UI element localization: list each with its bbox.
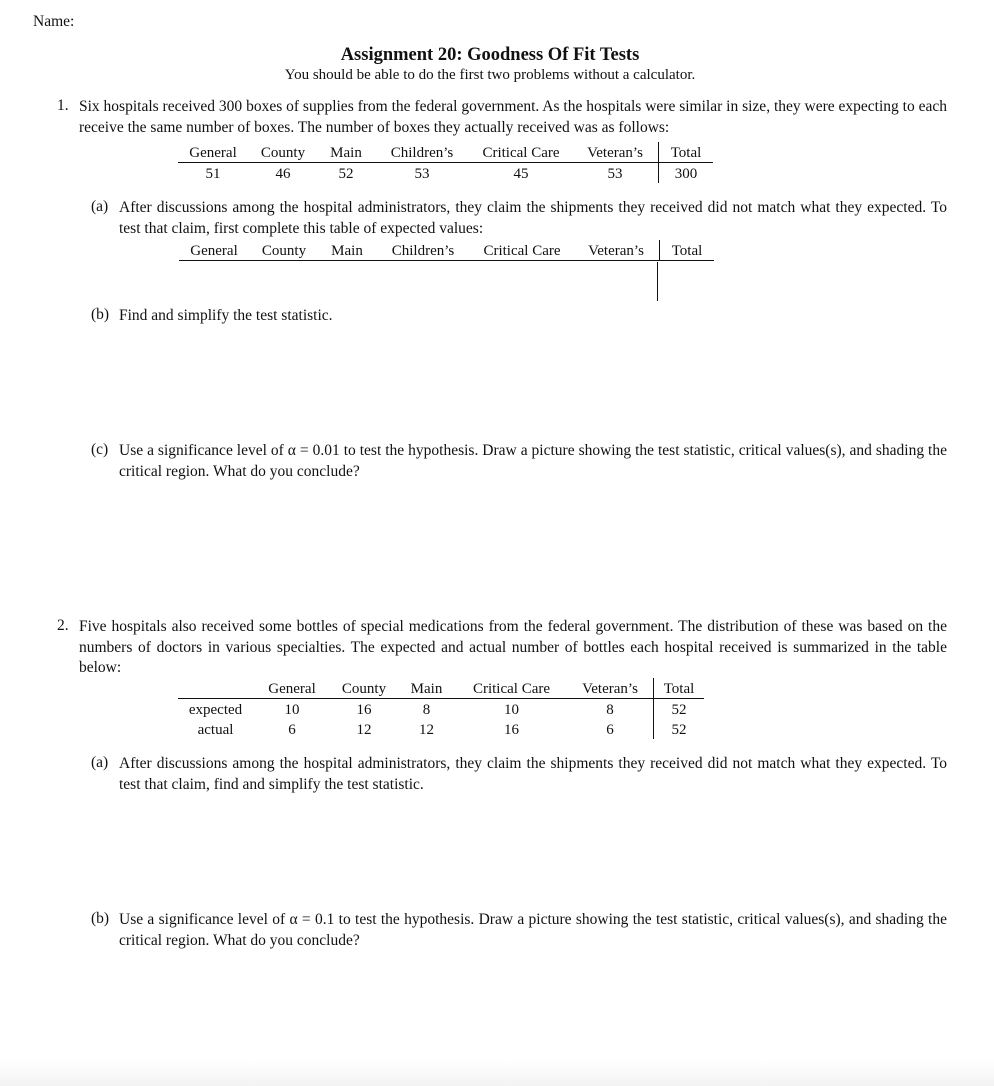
name-label: Name: [33,13,75,30]
p2-col-county: County [331,678,397,699]
p1-col-childrens: Children’s [374,142,470,163]
p2-cell: 16 [504,722,519,738]
p2-cell: 10 [284,702,300,718]
p1-col-county: County [248,142,318,163]
problem-2-number: 2. [57,617,69,634]
p1-col-main: Main [318,142,374,163]
p2-col-general: General [253,678,331,699]
p2-part-b-text: Use a significance level of α = 0.1 to test the hypothesis. Draw a picture showing the test statistic, critical values(s), and shading the critical region. What do you conclude? [119,911,947,949]
p2-row-expected [178,699,704,720]
p2-row-actual [178,719,704,739]
p1-value-veterans: 53 [607,166,623,182]
p1a-col-total: Total [660,240,715,261]
p2-col-total: Total [654,678,705,699]
p2-cell: 6 [606,722,614,738]
p1-part-c-label: (c) [91,441,109,458]
p2-cell: 10 [504,702,519,718]
p1a-col-general: General [179,240,249,261]
p2-cell: 6 [288,722,296,738]
p2-cell: 8 [606,702,614,718]
p2-cell: 8 [422,702,431,718]
p2-col-veterans: Veteran’s [567,678,654,699]
p1a-col-veterans: Veteran’s [573,240,660,261]
p1a-col-childrens: Children’s [375,240,471,261]
p1a-col-main: Main [319,240,375,261]
p1-col-total: Total [659,142,714,163]
p1-part-a-label: (a) [91,198,109,215]
p1-col-general: General [178,142,248,163]
p1-part-c-text: Use a significance level of α = 0.01 to test the hypothesis. Draw a picture showing the test statistic, critical values(s), and shading the critical region. What do you conclude? [119,442,947,480]
p2-part-a-text: After discussions among the hospital administrators, they claim the shipments they received did not match what they expected. To test that claim, find and simplify the test statistic. [119,755,947,793]
p2-row-label: expected [188,702,243,718]
assignment-title: Assignment 20: Goodness Of Fit Tests [340,45,640,65]
p1-value-total: 300 [659,163,714,184]
p1a-blank-row-divider [657,262,658,301]
p1-part-a-text: After discussions among the hospital administrators, they claim the shipments they received did not match what they expected. To test that claim, first complete this table of expected values: [119,199,947,237]
problem-1-observed-table [178,142,713,183]
p1-part-b-label: (b) [91,306,110,323]
problem-1-text: Six hospitals received 300 boxes of supplies from the federal government. As the hospitals were similar in size, they were expecting to each receive the same number of boxes. The number of boxes they actually received was as follows: [79,98,947,136]
p2-cell: 12 [419,722,434,738]
p2-col-row-labels [178,678,253,699]
p2-cell-total: 52 [654,699,705,720]
p2-col-critical-care: Critical Care [456,678,567,699]
p1-value-childrens: 53 [414,166,430,182]
p2-part-b-label: (b) [91,910,110,927]
p2-col-main: Main [397,678,456,699]
assignment-subtitle: You should be able to do the first two problems without a calculator. [284,67,696,83]
p1-value-general: 51 [205,166,221,182]
page-bottom-edge [0,1060,994,1086]
p1a-col-critical-care: Critical Care [471,240,573,261]
p1-value-critical-care: 45 [513,166,529,182]
problem-1-expected-table [179,240,714,261]
p1-col-veterans: Veteran’s [572,142,659,163]
p2-row-label: actual [197,722,234,738]
p1-col-critical-care: Critical Care [470,142,572,163]
p1-part-b-text: Find and simplify the test statistic. [119,307,333,324]
p2-cell-total: 52 [654,719,705,739]
problem-1-number: 1. [57,97,69,114]
p1-value-county: 46 [275,166,291,182]
p2-part-a-label: (a) [91,754,109,771]
p2-cell: 12 [356,722,372,738]
problem-2-table [178,678,704,739]
p1-value-main: 52 [338,166,354,182]
p1a-col-county: County [249,240,319,261]
problem-2-text: Five hospitals also received some bottles of special medications from the federal government. The distribution of these was based on the numbers of doctors in various specialties. The expected and actual number of bottles each hospital received is summarized in the table below: [79,618,947,676]
p2-cell: 16 [356,702,372,718]
